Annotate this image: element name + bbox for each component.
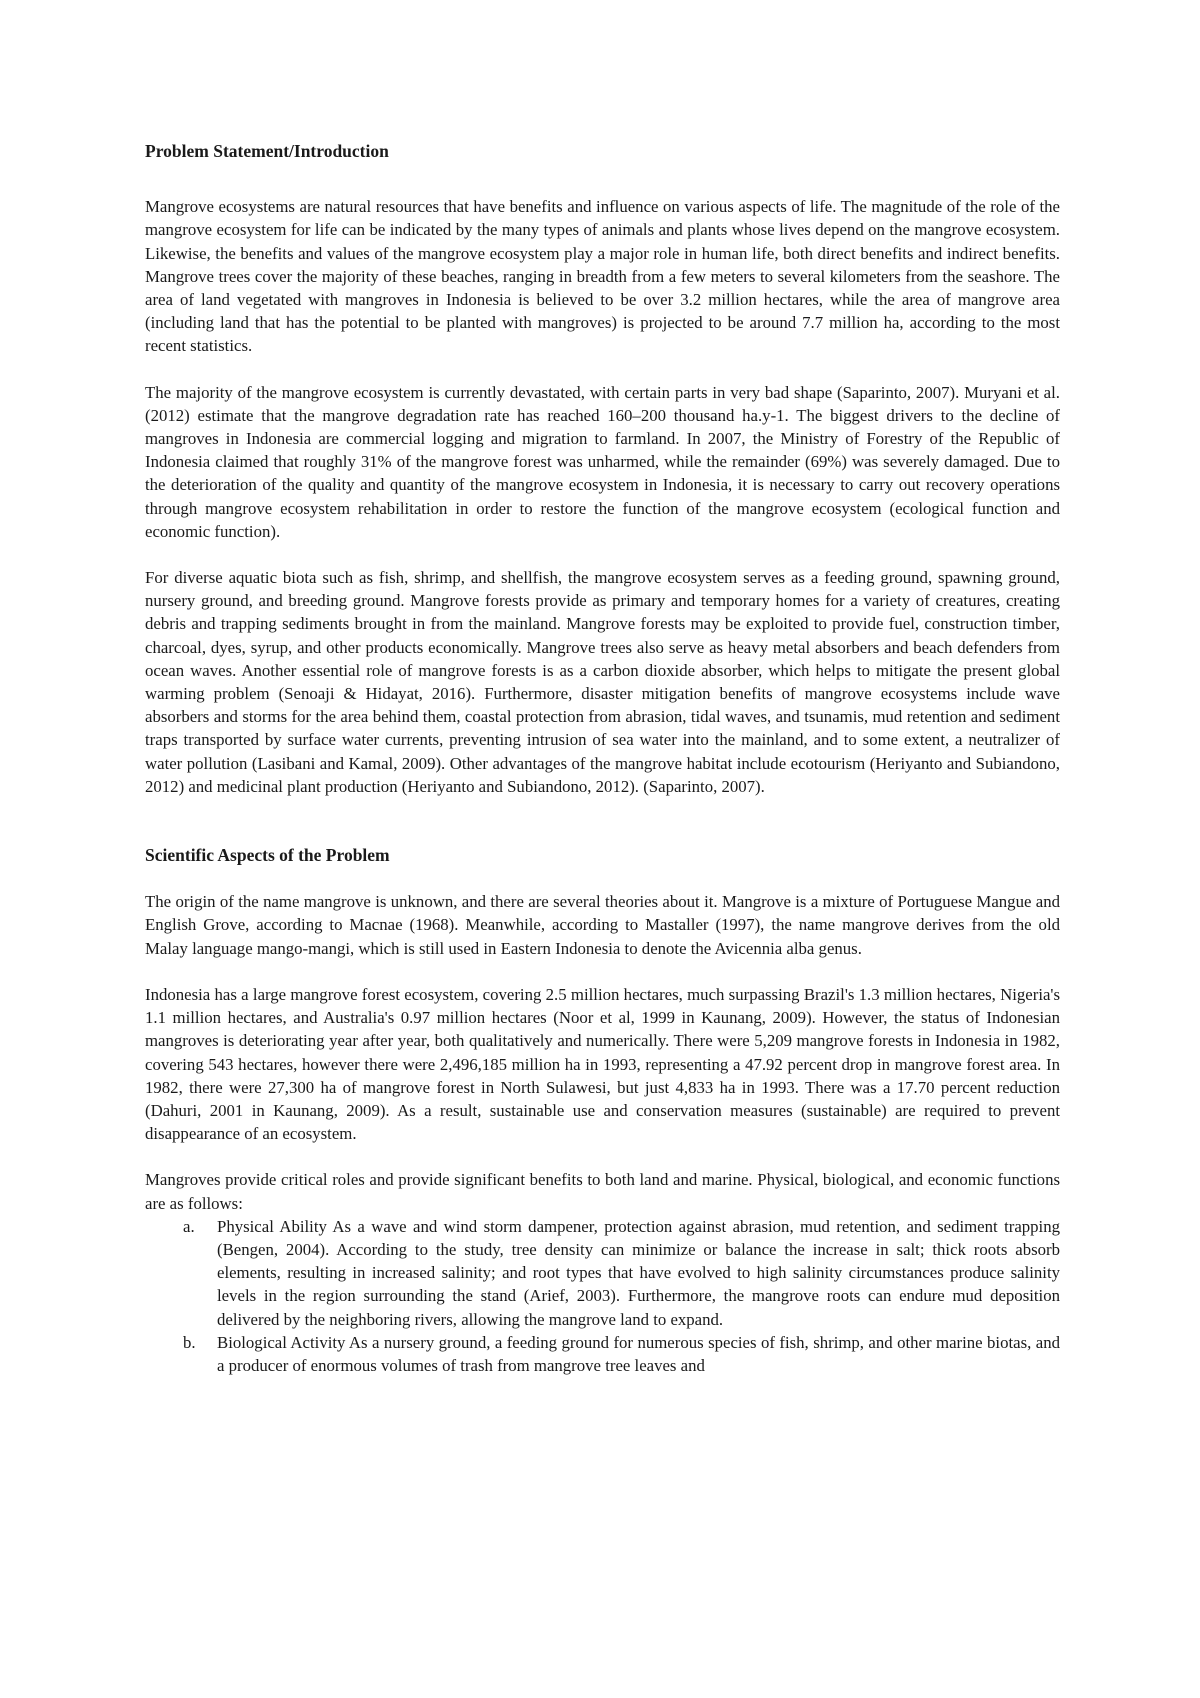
document-page (145, 140, 1060, 1377)
spacer (145, 867, 1060, 890)
list-item-text: Biological Activity As a nursery ground, a feeding ground for numerous species of fish, shrimp, and other marine biotas, and a producer of enormous volumes of trash from mangrove tree leaves and (217, 1332, 1060, 1375)
list-marker: a. (183, 1216, 195, 1236)
spacer (145, 1145, 1060, 1168)
paragraph: Mangroves provide critical roles and provide significant benefits to both land and marine. Physical, biological, and economic functions are as follows: (145, 1170, 1060, 1213)
spacer (145, 163, 1060, 195)
paragraph: The majority of the mangrove ecosystem is currently devastated, with certain parts in very bad shape (Saparinto, 2007). Muryani et al.(2012) estimate that the mangrove degradation rate has reached 160–200 thousand ha.y-1. The biggest drivers to the decline of mangroves in Indonesia are commercial logging and migration to farmland. In 2007, the Ministry of Forestry of the Republic of Indonesia claimed that roughly 31% of the mangrove forest was unharmed, while the remainder (69%) was severely damaged. Due to the deterioration of the quality and quantity of the mangrove ecosystem in Indonesia, it is necessary to carry out recovery operations through mangrove ecosystem rehabilitation in order to restore the function of the mangrove ecosystem (ecological function and economic function). (145, 382, 1060, 541)
list-item-text: Physical Ability As a wave and wind storm dampener, protection against abrasion, mud retention, and sediment trapping (Bengen, 2004). According to the study, tree density can minimize or balance the increase in salt; thick roots absorb elements, resulting in increased salinity; and root types that have evolved to high salinity circumstances produce salinity levels in the region surrounding the stand (Arief, 2003). Furthermore, the mangrove roots can endure mud deposition delivered by the neighboring rivers, allowing the mangrove land to expand. (217, 1216, 1060, 1329)
functions-list (145, 1215, 1060, 1377)
list-item (145, 1215, 1060, 1331)
spacer (145, 798, 1060, 844)
paragraph: For diverse aquatic biota such as fish, shrimp, and shellfish, the mangrove ecosystem serves as a feeding ground, spawning ground, nursery ground, and breeding ground. Mangrove forests provide as primary and temporary homes for a variety of creatures, creating debris and trapping sediments brought in from the mainland. Mangrove forests may be exploited to provide fuel, construction timber, charcoal, dyes, syrup, and other products economically. Mangrove trees also serve as heavy metal absorbers and beach defenders from ocean waves. Another essential role of mangrove forests is as a carbon dioxide absorber, which helps to mitigate the present global warming problem (Senoaji & Hidayat, 2016). Furthermore, disaster mitigation benefits of mangrove ecosystems include wave absorbers and storms for the area behind them, coastal protection from abrasion, tidal waves, and tsunamis, mud retention and sediment traps transported by surface water currents, preventing intrusion of sea water into the mainland, and to some extent, a neutralizer of water pollution (Lasibani and Kamal, 2009). Other advantages of the mangrove habitat include ecotourism (Heriyanto and Subiandono, 2012) and medicinal plant production (Heriyanto and Subiandono, 2012). (Saparinto, 2007). (145, 568, 1060, 796)
section-heading-introduction: Problem Statement/Introduction (145, 141, 389, 161)
spacer (145, 358, 1060, 381)
list-marker: b. (183, 1332, 196, 1352)
spacer (145, 543, 1060, 566)
list-item (145, 1331, 1060, 1377)
section-heading-scientific-aspects: Scientific Aspects of the Problem (145, 845, 390, 866)
paragraph: The origin of the name mangrove is unknown, and there are several theories about it. Mangrove is a mixture of Portuguese Mangue and English Grove, according to Macnae (1968). Meanwhile, according to Mastaller (1997), the name mangrove derives from the old Malay language mango-mangi, which is still used in Eastern Indonesia to denote the Avicennia alba genus. (145, 892, 1060, 958)
spacer (145, 960, 1060, 983)
paragraph: Mangrove ecosystems are natural resources that have benefits and influence on various aspects of life. The magnitude of the role of the mangrove ecosystem for life can be indicated by the many types of animals and plants whose lives depend on the mangrove ecosystem. Likewise, the benefits and values of the mangrove ecosystem play a major role in human life, both direct benefits and indirect benefits. Mangrove trees cover the majority of these beaches, ranging in breadth from a few meters to several kilometers from the seashore. The area of land vegetated with mangroves in Indonesia is believed to be over 3.2 million hectares, while the area of mangrove area (including land that has the potential to be planted with mangroves) is projected to be around 7.7 million ha, according to the most recent statistics. (145, 197, 1060, 356)
paragraph: Indonesia has a large mangrove forest ecosystem, covering 2.5 million hectares, much surpassing Brazil's 1.3 million hectares, Nigeria's 1.1 million hectares, and Australia's 0.97 million hectares (Noor et al, 1999 in Kaunang, 2009). However, the status of Indonesian mangroves is deteriorating year after year, both qualitatively and numerically. There were 5,209 mangrove forests in Indonesia in 1982, covering 543 hectares, however there were 2,496,185 million ha in 1993, representing a 47.92 percent drop in mangrove forest area. In 1982, there were 27,300 ha of mangrove forest in North Sulawesi, but just 4,833 ha in 1993. There was a 17.70 percent reduction (Dahuri, 2001 in Kaunang, 2009). As a result, sustainable use and conservation measures (sustainable) are required to prevent disappearance of an ecosystem. (145, 984, 1060, 1144)
